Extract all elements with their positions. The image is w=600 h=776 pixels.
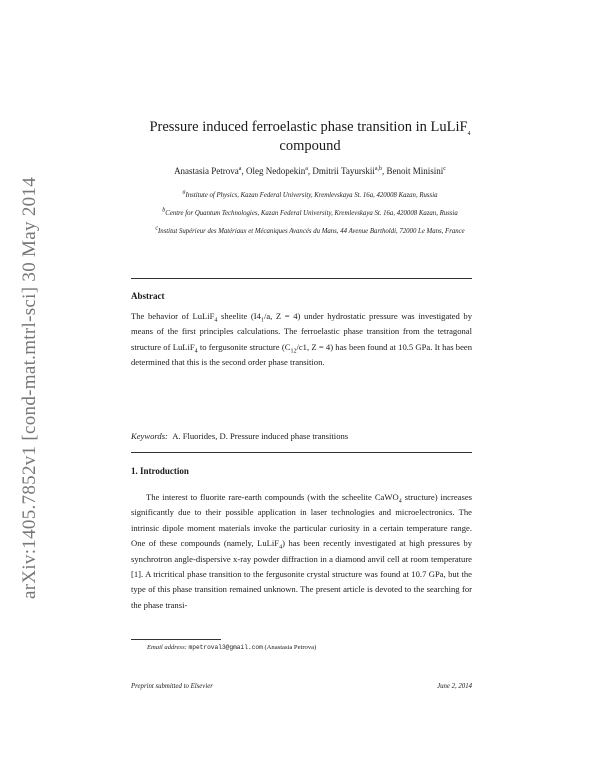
affiliation-c-mark: c xyxy=(155,225,158,232)
abstract-sub-3: 4 xyxy=(194,348,198,355)
footnote xyxy=(147,644,316,651)
author-2: , Oleg Nedopekin xyxy=(241,166,306,176)
introduction-heading: 1. Introduction xyxy=(131,466,189,476)
paper-title xyxy=(110,118,510,156)
intro-text-2: structure) increases significantly due to their possible application in laser technologies and microelectronics. The intrinsic dipole moment materials invoke the particular curiosity in a certain temperature range. One of these compounds (namely, LuLiF xyxy=(131,492,472,549)
affiliation-c-text: Institut Supérieur des Matériaux et Mécaniques Avancés du Mans, 44 Avenue Bartholdi, 72000 Le Mans, France xyxy=(157,228,465,235)
footnote-rule xyxy=(131,639,221,640)
keywords-label: Keywords: xyxy=(131,431,168,441)
keywords-text: A. Fluorides, D. Pressure induced phase transitions xyxy=(172,431,349,441)
abstract-text-2: sheelite (I4 xyxy=(217,311,261,321)
affiliation-c xyxy=(135,225,485,237)
intro-text-1: The interest to fluorite rare-earth compounds (with the scheelite CaWO xyxy=(146,492,399,502)
affiliation-a-mark: a xyxy=(182,189,186,196)
affiliation-b xyxy=(135,207,485,219)
title-line-1: Pressure induced ferroelastic phase transition in LuLiF xyxy=(149,119,468,135)
author-2-affil: a xyxy=(305,166,308,172)
abstract-sub-1: 4 xyxy=(214,317,218,324)
affiliation-b-text: Centre for Quantum Technologies, Kazan Federal University, Kremlevskaya St. 16a, 420008 Kazan, Russia xyxy=(165,210,458,217)
author-1: Anastasia Petrova xyxy=(174,166,239,176)
footer-left: Preprint submitted to Elsevier xyxy=(131,683,213,690)
affiliation-a-text: Institute of Physics, Kazan Federal University, Kremlevskaya St. 16a, 420008 Kazan, Russia xyxy=(185,192,438,199)
footnote-name: (Anastasia Petrova) xyxy=(262,644,317,651)
author-3-affil: a,b xyxy=(374,166,382,172)
author-1-affil: a xyxy=(238,166,242,172)
intro-sub-1: 4 xyxy=(398,498,402,505)
intro-text-3: ) has been recently investigated at high pressures by synchrotron angle-dispersive x-ray powder diffraction in a diamond anvil cell at room temperature [1]. A tricritical phase transition to the fergusonite crystal structure was found at 10.7 GPa, but the type of this phase transition remained unknown. The present article is devoted to the searching for the phase transi- xyxy=(131,538,472,610)
abstract-text-4: to fergusonite structure (C xyxy=(197,341,291,352)
author-3: , Dmitrii Tayurskii xyxy=(307,166,375,176)
abstract-heading: Abstract xyxy=(131,291,165,301)
intro-sub-2: 4 xyxy=(279,544,283,551)
keywords-line xyxy=(131,429,472,444)
footnote-email[interactable]: mpetroval3@gmail.com xyxy=(188,644,263,651)
arxiv-stamp: arXiv:1405.7852v1 [cond-mat.mtrl-sci] 30 May 2014 xyxy=(19,176,40,600)
abstract-top-rule xyxy=(131,278,472,279)
title-line-2: compound xyxy=(279,138,341,154)
author-list xyxy=(110,166,510,176)
introduction-body xyxy=(131,490,472,613)
abstract-text-3: /a, Z = 4) under hydrostatic pressure was investigated by means of the first principles calculations. The ferroelastic phase transition from the tetragonal structure of LuLiF xyxy=(131,311,472,352)
abstract-body xyxy=(131,309,472,371)
abstract-text-5: /c1, Z = 4) has been found at 10.5 GPa. It has been determined that this is the second order phase transition. xyxy=(131,341,473,368)
abstract-text-1: The behavior of LuLiF xyxy=(131,311,215,321)
abstract-sub-2: 1 xyxy=(260,317,264,324)
author-4-affil: c xyxy=(443,166,446,172)
affiliation-b-mark: b xyxy=(162,207,166,214)
footnote-label: Email address: xyxy=(147,644,187,651)
affiliation-a xyxy=(135,189,485,201)
footer-date: June 2, 2014 xyxy=(437,683,472,690)
author-4: , Benoit Minisini xyxy=(382,166,444,176)
title-subscript: 4 xyxy=(467,130,471,137)
abstract-sub-4: 12 xyxy=(290,348,297,355)
abstract-bottom-rule xyxy=(131,452,472,453)
